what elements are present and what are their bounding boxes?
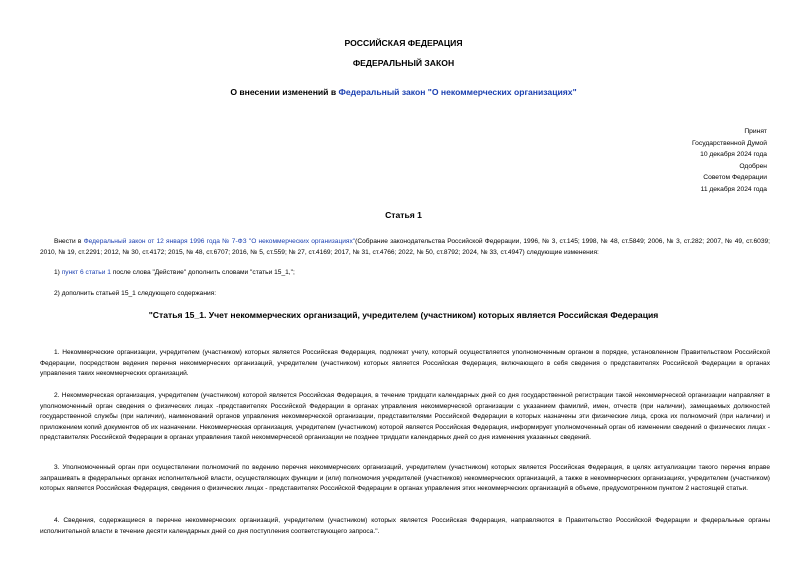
- law-title-link[interactable]: Федеральный закон "О некоммерческих организациях": [338, 87, 577, 97]
- section-title: "Статья 15_1. Учет некоммерческих организаций, учредителем (участником) которых является Российская Федерация: [148, 310, 659, 320]
- approved-label: Одобрен: [739, 162, 767, 170]
- law-title: [0, 87, 807, 97]
- paragraph-2-text: 2. Некоммерческая организация, учредителем (участником) которой является Российская Федерация, в течение тридцати календарных дней со дня государственной регистрации такой некоммерческой организации направляет в уполномоченный орган сведения о физических лицах -представителях Российской Федерации в органах управления некоммерческой организации с указанием фамилий, имен, отчеств (при наличии), замещаемых должностей государственной службы (при наличии), наименований органов управления некоммерческой организации, представителями Российской Федерации в которых назначены эти физические лица, срока их полномочий (при наличии) и приложением копий документов об их назначении. Некоммерческая организация, учредителем (участником) которой является Российская Федерация, информирует уполномоченный орган об изменении сведений о физических лицах - представителях Российской Федерации в органах управления такой некоммерческой организации не позднее тридцати календарных дней со дня изменения указанных сведений.: [40, 392, 770, 442]
- item-1-prefix: 1): [54, 269, 62, 276]
- paragraph-3: [40, 463, 770, 495]
- paragraph-1-text: 1. Некоммерческие организации, учредителем (участником) которых является Российская Федерация, подлежат учету, который осуществляется уполномоченным органом в порядке, установленном Правительством Российской Федерации, посредством ведения перечня некоммерческих организаций, учредителем (участником) которых является Российская Федерация, включающего в себя сведения о представителях Российской Федерации в органах управления таких некоммерческих организаций.: [40, 349, 770, 378]
- item-2: 2) дополнить статьей 15_1 следующего содержания:: [54, 290, 217, 297]
- country-heading: РОССИЙСКАЯ ФЕДЕРАЦИЯ: [344, 38, 463, 48]
- law-title-prefix: О внесении изменений в: [230, 87, 339, 97]
- approved-by: Советом Федерации: [703, 174, 767, 182]
- paragraph-2: [40, 391, 770, 444]
- article-title: Статья 1: [385, 210, 422, 220]
- paragraph-1: [40, 348, 770, 380]
- paragraph-4: [40, 516, 770, 537]
- paragraph-3-text: 3. Уполномоченный орган при осуществлении полномочий по ведению перечня некоммерческих организаций, учредителем (участником) которых является Российская Федерация, в целях актуализации такого перечня вправе запрашивать в федеральных органах исполнительной власти, осуществляющих функции и (или) полномочия учредителей (участников) некоммерческих организаций, а также в некоммерческих организациях, учредителем (участником) которых является Российская Федерация, сведения о физических лицах - представителях Российской Федерации в органах управления этих некоммерческих организаций в объеме, предусмотренном пунктом 2 настоящей статьи.: [40, 464, 770, 493]
- intro-law-link[interactable]: Федеральный закон от 12 января 1996 года № 7-ФЗ "О некоммерческих организациях": [83, 238, 356, 245]
- paragraph-4-text: 4. Сведения, содержащиеся в перечне некоммерческих организаций, учредителем (участником) которых является Российская Федерация, направляются в Правительство Российской Федерации и федеральные органы исполнительной власти в течение десяти календарных дней со дня поступления соответствующего запроса.".: [40, 517, 770, 535]
- approved-date: 11 декабря 2024 года: [700, 185, 767, 193]
- acceptance-block: [607, 126, 767, 196]
- law-type-heading: ФЕДЕРАЛЬНЫЙ ЗАКОН: [352, 58, 455, 68]
- accepted-label: Принят: [744, 128, 767, 135]
- accepted-date: 10 декабря 2024 года: [700, 151, 767, 159]
- item-1: [54, 269, 295, 276]
- intro-suffix: (Собрание законодательства Российской Федерации, 1996, № 3, ст.145; 1998, № 48, ст.5849; 2006, № 3, ст.282; 2007, № 49, ст.6039; 2010, № 19, ст.2291; 2012, № 30, ст.4172; 2015, № 48, ст.6707; 2016, № 5, ст.559; № 27, ст.4169; 2017, № 31, ст.4766; 2022, № 50, ст.8792; 2024, № 33, ст.4947) следующие изменения:: [40, 238, 771, 256]
- intro-prefix: Внести в: [54, 238, 84, 245]
- item-1-link[interactable]: пункт 6 статьи 1: [61, 269, 111, 276]
- accepted-by: Государственной Думой: [692, 139, 767, 147]
- item-1-suffix: после слова "Действие" дополнить словами "статьи 15_1,";: [110, 269, 295, 276]
- article-intro: [40, 237, 770, 258]
